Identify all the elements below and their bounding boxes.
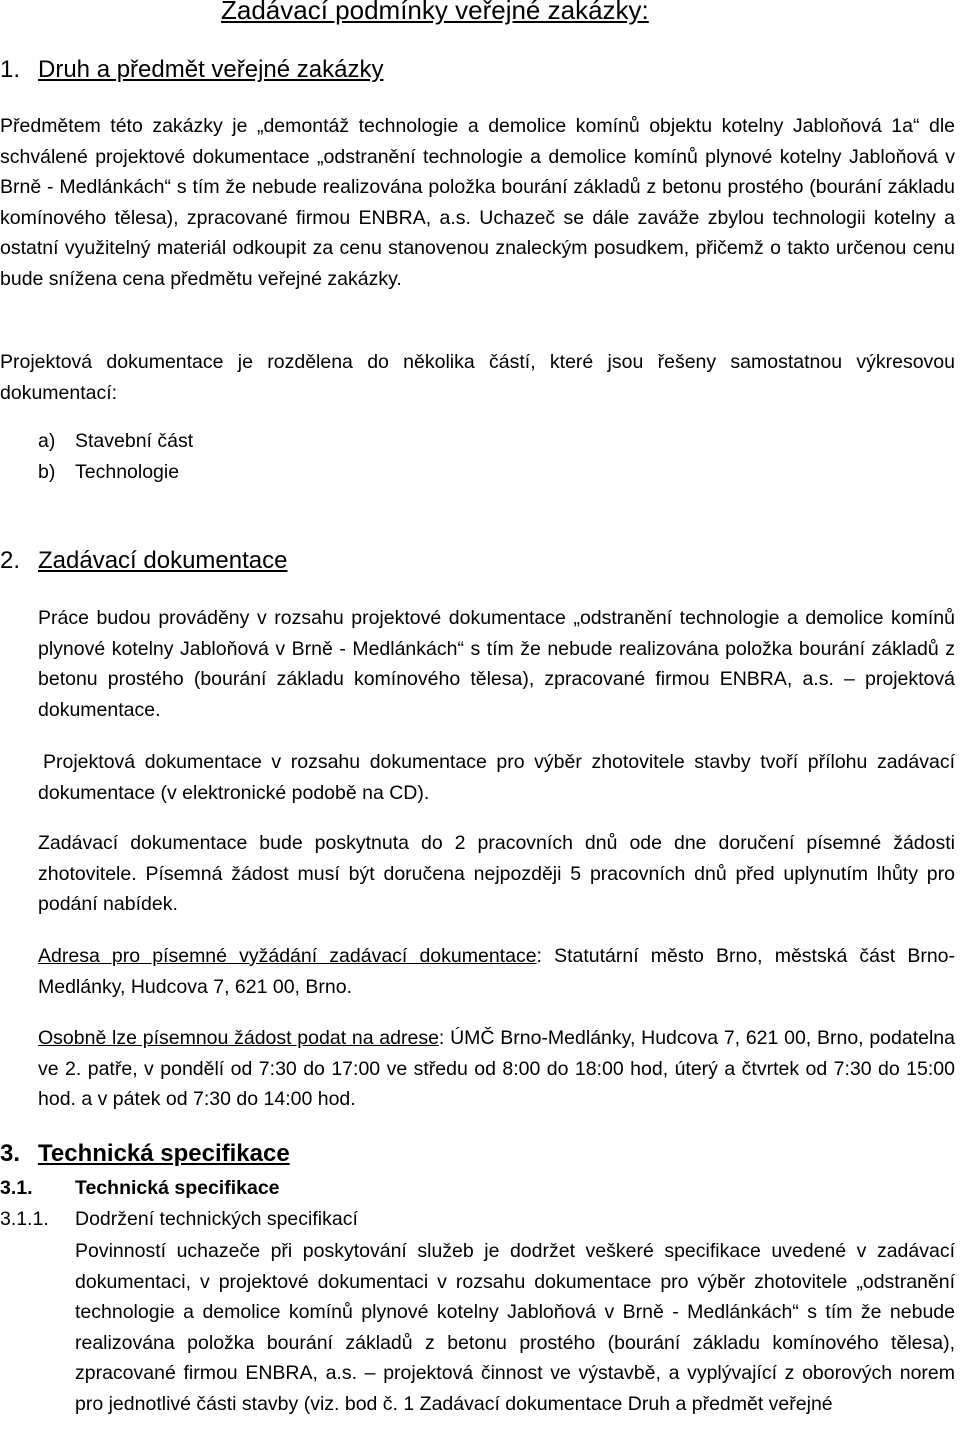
list-item-text: Stavební část	[75, 430, 194, 452]
section-3-number: 3.	[0, 1140, 21, 1167]
personal-submission-label: Osobně lze písemnou žádost podat na adrese	[38, 1027, 439, 1049]
list-item	[38, 461, 179, 484]
section-3-title: Technická specifikace	[38, 1140, 290, 1167]
list-item-label: a)	[38, 430, 56, 452]
section-1-number: 1.	[0, 56, 21, 83]
section-2-heading	[0, 547, 287, 575]
subsection-3-1-1-number: 3.1.1.	[0, 1208, 49, 1230]
subsection-3-1-title: Technická specifikace	[75, 1177, 280, 1199]
subsection-3-1-number: 3.1.	[0, 1177, 33, 1199]
section-1-title: Druh a předmět veřejné zakázky	[38, 56, 384, 83]
section-1-paragraph-2: Projektová dokumentace je rozdělena do několika částí, které jsou řešeny samostatnou výkresovou dokumentací:	[0, 351, 955, 404]
section-1-heading	[0, 56, 384, 84]
address-text: : Statutární město Brno, městská část Brno-Medlánky, Hudcova 7, 621 00, Brno.	[38, 945, 955, 998]
list-item-label: b)	[38, 461, 56, 483]
section-3-paragraph-1: Povinností uchazeče při poskytování služeb je dodržet veškeré specifikace uvedené v zadávací dokumentaci, v projektové dokumentaci v rozsahu dokumentace pro výběr zhotovitele „odstranění technologie a demolice komínů plynové kotelny Jabloňová v Brně - Medlánkách“ s tím že nebude realizována položka bourání základů z betonu prostého (bourání základu komínového tělesa), zpracované firmou ENBRA, a.s. – projektová činnost ve výstavbě, a vyplývající z oborových norem pro jednotlivé části stavby (viz. bod č. 1 Zadávací dokumentace Druh a předmět veřejné	[75, 1240, 955, 1415]
section-3-heading	[0, 1140, 290, 1168]
subsection-3-1-1-heading	[0, 1208, 358, 1231]
personal-submission-text: : ÚMČ Brno-Medlánky, Hudcova 7, 621 00, Brno, podatelna ve 2. patře, v pondělí od 7:30 do 17:00 ve středu od 8:00 do 18:00 hod, úterý a čtvrtek od 7:30 do 15:00 hod. a v pátek od 7:30 do 14:00 hod.	[38, 1027, 955, 1110]
personal-submission-paragraph	[38, 1023, 955, 1115]
address-paragraph	[38, 941, 955, 1002]
address-label: Adresa pro písemné vyžádání zadávací dokumentace	[38, 945, 537, 967]
section-2-number: 2.	[0, 547, 21, 574]
document-title: Zadávací podmínky veřejné zakázky:	[221, 0, 649, 25]
section-2-title: Zadávací dokumentace	[38, 547, 288, 574]
subsection-3-1-heading	[0, 1177, 280, 1200]
section-1-paragraph-1: Předmětem této zakázky je „demontáž technologie a demolice komínů objektu kotelny Jabloňová 1a“ dle schválené projektové dokumentace „odstranění technologie a demolice komínů plynové kotelny Jabloňová v Brně - Medlánkách“ s tím že nebude realizována položka bourání základů z betonu prostého (bourání základu komínového tělesa), zpracované firmou ENBRA, a.s. Uchazeč se dále zaváže zbylou technologii kotelny a ostatní využitelný materiál odkoupit za cenu stanovenou znaleckým posudkem, přičemž o takto určenou cenu bude snížena cena předmětu veřejné zakázky.	[0, 115, 955, 290]
section-2-paragraph-1: Práce budou prováděny v rozsahu projektové dokumentace „odstranění technologie a demolice komínů plynové kotelny Jabloňová v Brně - Medlánkách“ s tím že nebude realizována položka bourání základů z betonu prostého (bourání základu komínového tělesa), zpracované firmou ENBRA, a.s. – projektová dokumentace.	[38, 607, 955, 721]
section-2-paragraph-3: Zadávací dokumentace bude poskytnuta do 2 pracovních dnů ode dne doručení písemné žádosti zhotovitele. Písemná žádost musí být doručena nejpozději 5 pracovních dnů před uplynutím lhůty pro podání nabídek.	[38, 832, 955, 915]
subsection-3-1-1-title: Dodržení technických specifikací	[75, 1208, 358, 1230]
list-item	[38, 430, 193, 453]
list-item-text: Technologie	[75, 461, 180, 483]
section-2-paragraph-2: Projektová dokumentace v rozsahu dokumentace pro výběr zhotovitele stavby tvoří přílohu zadávací dokumentace (v elektronické podobě na CD).	[38, 751, 955, 804]
